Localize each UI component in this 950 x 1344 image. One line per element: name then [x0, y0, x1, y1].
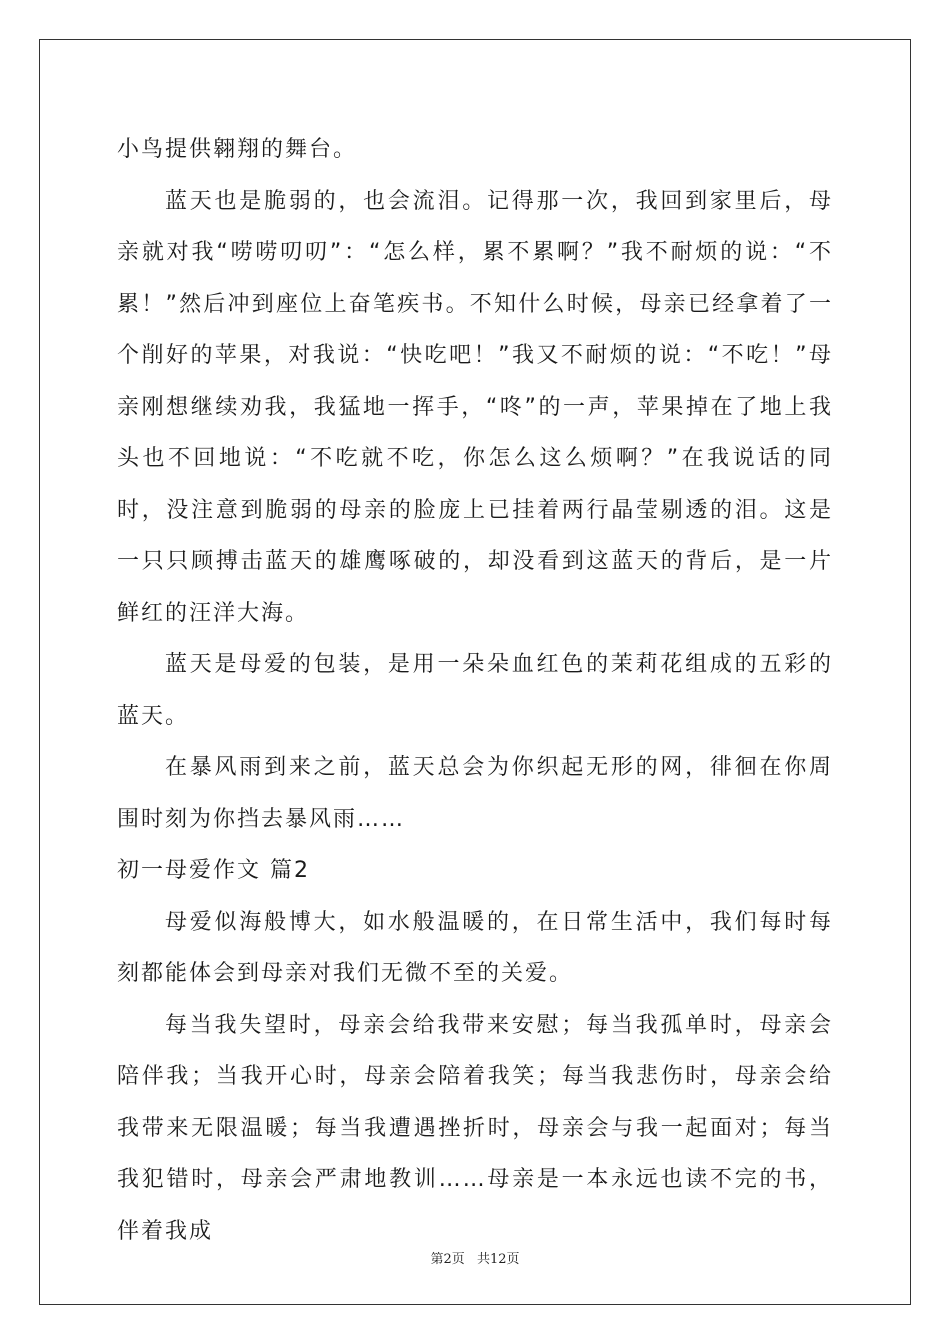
section-heading: 初一母爱作文 篇2 [117, 858, 310, 883]
page-total: 共12页 [476, 1252, 520, 1267]
paragraph: 蓝天是母爱的包装，是用一朵朵血红色的茉莉花组成的五彩的蓝天。 [117, 652, 833, 729]
page-number: 第2页 [430, 1252, 465, 1267]
document-body [117, 124, 833, 1257]
page-footer [0, 1248, 950, 1267]
paragraph: 每当我失望时，母亲会给我带来安慰；每当我孤单时，母亲会陪伴我；当我开心时，母亲会陪着我笑；每当我悲伤时，母亲会给我带来无限温暖；每当我遭遇挫折时，母亲会与我一起面对；每当我犯错时，母亲会严肃地教训……母亲是一本永远也读不完的书，伴着我成 [117, 1012, 833, 1244]
paragraph: 小鸟提供翱翔的舞台。 [117, 137, 358, 162]
paragraph: 蓝天也是脆弱的，也会流泪。记得那一次，我回到家里后，母亲就对我“唠唠叨叨”：“怎么样，累不累啊？”我不耐烦的说：“不累！”然后冲到座位上奋笔疾书。不知什么时候，母亲已经拿着了一个削好的苹果，对我说：“快吃吧！”我又不耐烦的说：“不吃！”母亲刚想继续劝我，我猛地一挥手，“咚”的一声，苹果掉在了地上我头也不回地说：“不吃就不吃，你怎么这么烦啊？”在我说话的同时，没注意到脆弱的母亲的脸庞上已挂着两行晶莹剔透的泪。这是一只只顾搏击蓝天的雄鹰啄破的，却没看到这蓝天的背后，是一片鲜红的汪洋大海。 [117, 188, 833, 626]
paragraph: 在暴风雨到来之前，蓝天总会为你织起无形的网，徘徊在你周围时刻为你挡去暴风雨…… [117, 755, 833, 832]
paragraph: 母爱似海般博大，如水般温暖的，在日常生活中，我们每时每刻都能体会到母亲对我们无微不至的关爱。 [117, 909, 833, 986]
